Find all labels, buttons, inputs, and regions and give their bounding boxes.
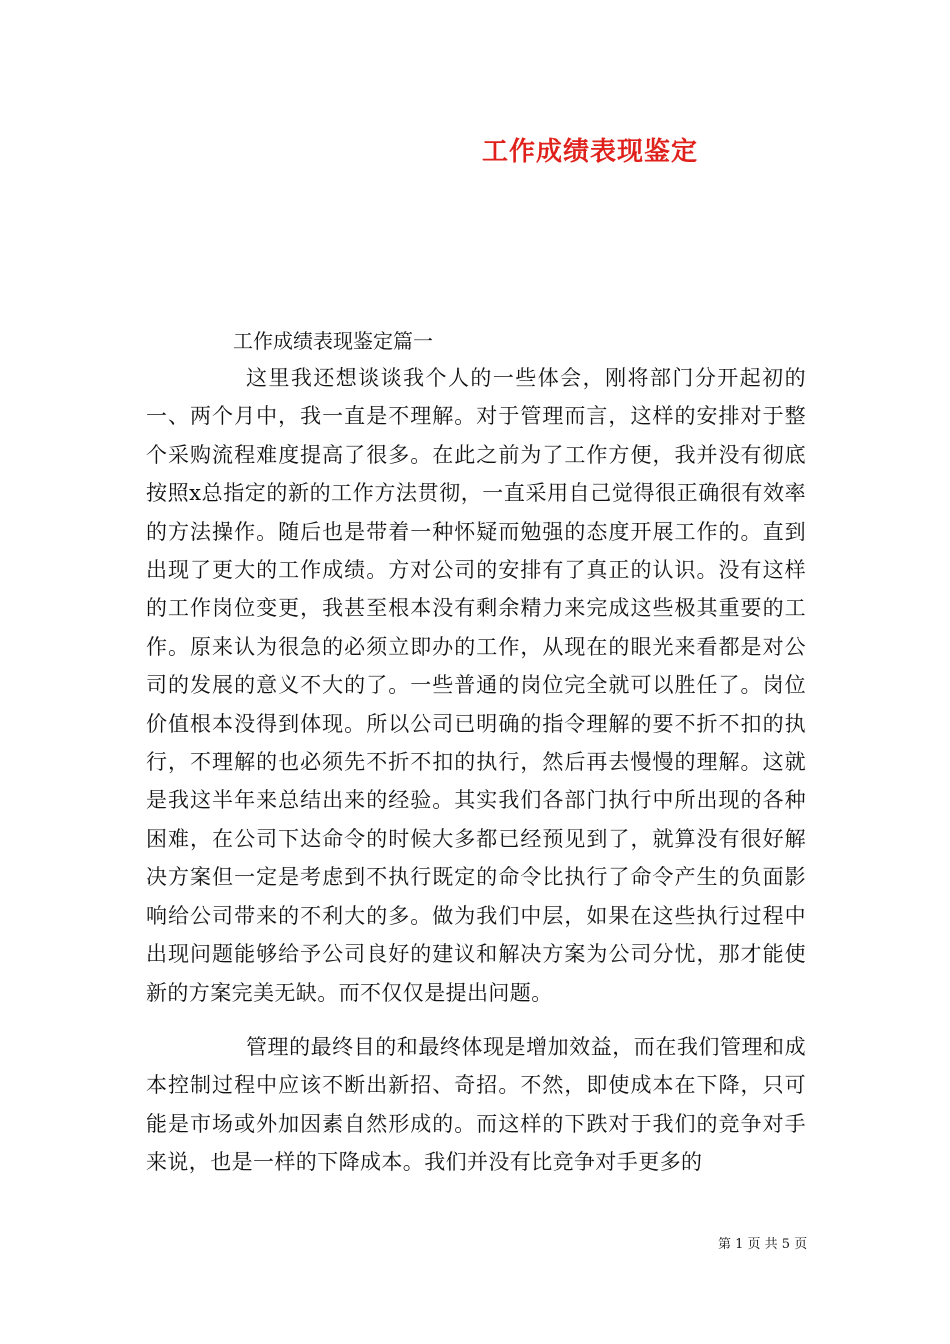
body-paragraph-2: 管理的最终目的和最终体现是增加效益，而在我们管理和成本控制过程中应该不断出新招、奇招。不然，即使成本在下降，只可能是市场或外加因素自然形成的。而这样的下跌对于我们的竞争对手来说，也是一样的下降成本。我们并没有比竞争对手更多的 [146,1035,806,1175]
body-paragraph-1: 这里我还想谈谈我个人的一些体会，刚将部门分开起初的一、两个月中，我一直是不理解。对于管理而言，这样的安排对于整个采购流程难度提高了很多。在此之前为了工作方便，我并没有彻底按照x总指定的新的工作方法贯彻，一直采用自己觉得很正确很有效率的方法操作。随后也是带着一种怀疑而勉强的态度开展工作的。直到出现了更大的工作成绩。方对公司的安排有了真正的认识。没有这样的工作岗位变更，我甚至根本没有剩余精力来完成这些极其重要的工作。原来认为很急的必须立即办的工作，从现在的眼光来看都是对公司的发展的意义不大的了。一些普通的岗位完全就可以胜任了。岗位价值根本没得到体现。所以公司已明确的指令理解的要不折不扣的执行，不理解的也必须先不折不扣的执行，然后再去慢慢的理解。这就是我这半年来总结出来的经验。其实我们各部门执行中所出现的各种困难，在公司下达命令的时候大多都已经预见到了，就算没有很好解决方案但一定是考虑到不执行既定的命令比执行了命令产生的负面影响给公司带来的不利大的多。做为我们中层，如果在这些执行过程中出现问题能够给予公司良好的建议和解决方案为公司分忧，那才能使新的方案完美无缺。而不仅仅是提出问题。 [146,366,806,1005]
page-number-footer: 第 1 页 共 5 页 [718,1237,808,1252]
section-heading: 工作成绩表现鉴定篇一 [233,329,433,353]
document-title: 工作成绩表现鉴定 [481,137,698,167]
